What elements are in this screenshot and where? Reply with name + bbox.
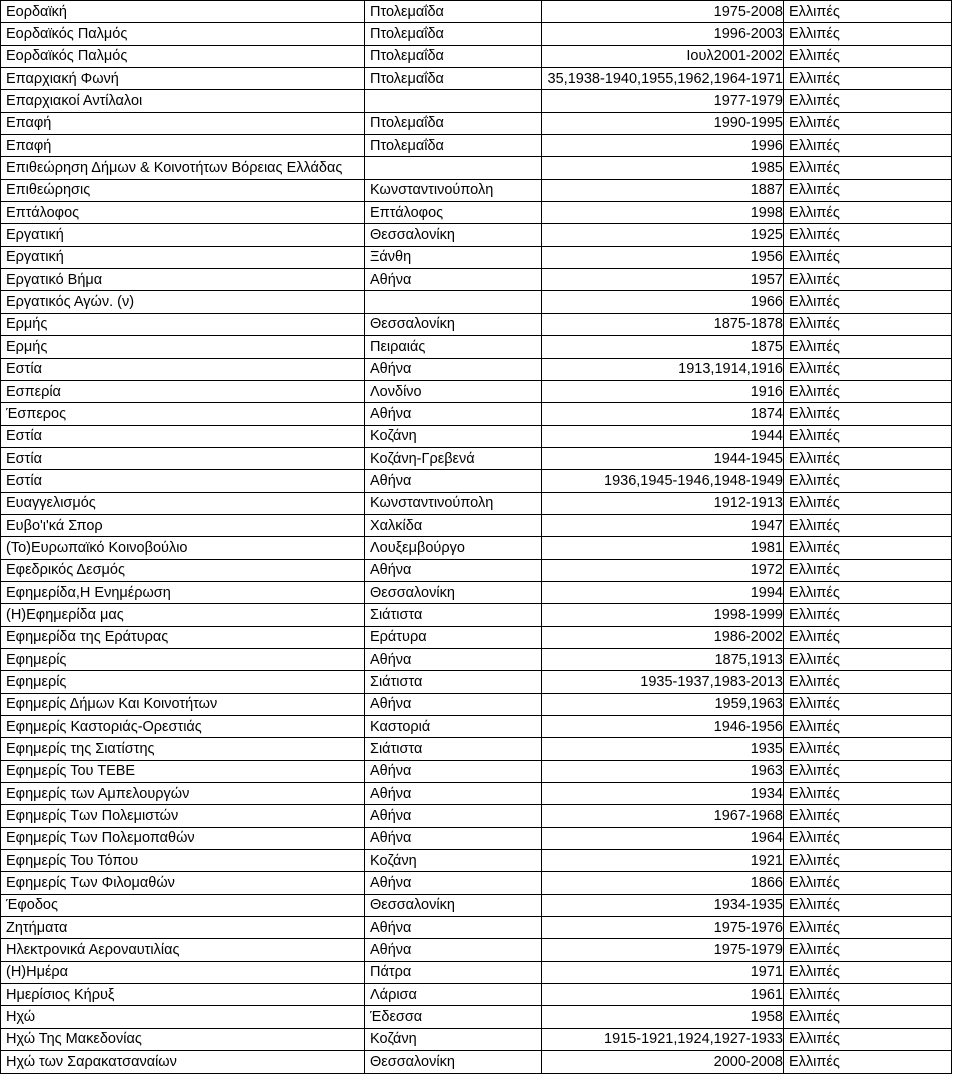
years-cell — [542, 783, 784, 805]
title-cell: Εφημερίς της Σιατίστης — [1, 738, 365, 760]
city-cell: Λουξεμβούργο — [365, 537, 542, 559]
status-cell: Ελλιπές — [784, 648, 952, 670]
years-text: 1875-1878 — [713, 316, 783, 333]
table-row — [1, 447, 952, 469]
status-cell: Ελλιπές — [784, 805, 952, 827]
years-cell — [542, 872, 784, 894]
years-text: 1944 — [750, 428, 783, 445]
status-cell: Ελλιπές — [784, 939, 952, 961]
years-text: 1936,1945-1946,1948-1949 — [604, 472, 783, 489]
title-cell: Επιθεώρησις — [1, 179, 365, 201]
years-cell — [542, 917, 784, 939]
table-row — [1, 827, 952, 849]
city-cell: Αθήνα — [365, 403, 542, 425]
table-row — [1, 269, 952, 291]
title-cell: Εφημερίς Του ΤΕΒΕ — [1, 760, 365, 782]
title-cell: Εργατική — [1, 246, 365, 268]
table-row — [1, 224, 952, 246]
title-cell: Εφημερίς Των Πολεμιστών — [1, 805, 365, 827]
title-cell: Εργατικό Βήμα — [1, 269, 365, 291]
years-cell — [542, 246, 784, 268]
city-cell: Θεσσαλονίκη — [365, 1051, 542, 1073]
title-cell: Εστία — [1, 425, 365, 447]
status-cell: Ελλιπές — [784, 917, 952, 939]
table-row — [1, 246, 952, 268]
years-text: 1996-2003 — [713, 26, 783, 43]
years-text: 1944-1945 — [713, 450, 783, 467]
title-cell: Ζητήματα — [1, 917, 365, 939]
title-cell: Εστία — [1, 447, 365, 469]
status-cell: Ελλιπές — [784, 23, 952, 45]
title-cell: Εορδαϊκή — [1, 1, 365, 23]
table-body — [1, 1, 952, 1074]
status-cell: Ελλιπές — [784, 1051, 952, 1073]
city-cell: Πτολεμαΐδα — [365, 1, 542, 23]
city-cell: Θεσσαλονίκη — [365, 894, 542, 916]
years-cell — [542, 68, 784, 90]
city-cell: Επτάλοφος — [365, 202, 542, 224]
years-cell — [542, 738, 784, 760]
city-cell: Κοζάνη — [365, 850, 542, 872]
table-row — [1, 90, 952, 112]
years-text: 1866 — [750, 875, 783, 892]
city-cell: Σιάτιστα — [365, 604, 542, 626]
city-cell: Καστοριά — [365, 716, 542, 738]
title-cell: Εργατικός Αγών. (ν) — [1, 291, 365, 313]
table-row — [1, 648, 952, 670]
table-row — [1, 626, 952, 648]
years-cell — [542, 693, 784, 715]
title-cell: Εφημερίδα,Η Ενημέρωση — [1, 581, 365, 603]
table-row — [1, 425, 952, 447]
years-text: 1998 — [750, 204, 783, 221]
table-row — [1, 872, 952, 894]
status-cell: Ελλιπές — [784, 112, 952, 134]
years-text: Ιουλ2001-2002 — [686, 48, 783, 65]
status-cell: Ελλιπές — [784, 470, 952, 492]
years-text: 1975-1976 — [713, 919, 783, 936]
years-text: 1875 — [750, 338, 783, 355]
years-text: 1935 — [750, 741, 783, 758]
status-cell: Ελλιπές — [784, 783, 952, 805]
years-cell — [542, 1, 784, 23]
years-cell — [542, 447, 784, 469]
years-text: 1972 — [750, 562, 783, 579]
title-cell: Εφεδρικός Δεσμός — [1, 559, 365, 581]
years-cell — [542, 336, 784, 358]
status-cell: Ελλιπές — [784, 269, 952, 291]
years-cell — [542, 403, 784, 425]
years-text: 1977-1979 — [713, 93, 783, 110]
years-cell — [542, 291, 784, 313]
years-cell — [542, 514, 784, 536]
status-cell: Ελλιπές — [784, 514, 952, 536]
city-cell: Ξάνθη — [365, 246, 542, 268]
years-cell — [542, 135, 784, 157]
years-cell — [542, 805, 784, 827]
years-cell — [542, 23, 784, 45]
city-cell: Αθήνα — [365, 693, 542, 715]
status-cell: Ελλιπές — [784, 45, 952, 67]
status-cell: Ελλιπές — [784, 1006, 952, 1028]
title-cell: Εορδαϊκός Παλμός — [1, 45, 365, 67]
status-cell: Ελλιπές — [784, 336, 952, 358]
table-row — [1, 783, 952, 805]
status-cell: Ελλιπές — [784, 358, 952, 380]
status-cell: Ελλιπές — [784, 626, 952, 648]
years-cell — [542, 984, 784, 1006]
years-cell — [542, 1006, 784, 1028]
city-cell: Κωνσταντινούπολη — [365, 179, 542, 201]
title-cell: Εστία — [1, 470, 365, 492]
title-cell: (Το)Ευρωπαϊκό Κοινοβούλιο — [1, 537, 365, 559]
city-cell: Αθήνα — [365, 783, 542, 805]
city-cell: Αθήνα — [365, 827, 542, 849]
table-row — [1, 358, 952, 380]
title-cell: Ηχώ — [1, 1006, 365, 1028]
status-cell: Ελλιπές — [784, 68, 952, 90]
title-cell: Έσπερος — [1, 403, 365, 425]
title-cell: Εφημερίς Καστοριάς-Ορεστιάς — [1, 716, 365, 738]
title-cell: Εφημερίς των Αμπελουργών — [1, 783, 365, 805]
years-text: 1887 — [750, 182, 783, 199]
years-text: 1998-1999 — [713, 606, 783, 623]
status-cell: Ελλιπές — [784, 313, 952, 335]
title-cell: Εφημερίς Των Πολεμοπαθών — [1, 827, 365, 849]
years-text: 2000-2008 — [713, 1053, 783, 1070]
years-text: 1935-1937,1983-2013 — [640, 673, 783, 690]
years-cell — [542, 850, 784, 872]
table-row — [1, 135, 952, 157]
years-cell — [542, 537, 784, 559]
title-cell: Εφημερίς — [1, 671, 365, 693]
table-row — [1, 45, 952, 67]
years-cell — [542, 716, 784, 738]
years-text: 1966 — [750, 294, 783, 311]
city-cell: Λάρισα — [365, 984, 542, 1006]
years-cell — [542, 112, 784, 134]
years-cell — [542, 358, 784, 380]
table-row — [1, 514, 952, 536]
city-cell: Πτολεμαΐδα — [365, 45, 542, 67]
status-cell: Ελλιπές — [784, 738, 952, 760]
years-cell — [542, 559, 784, 581]
title-cell: Έφοδος — [1, 894, 365, 916]
years-cell — [542, 827, 784, 849]
city-cell: Έδεσσα — [365, 1006, 542, 1028]
years-text: 1981 — [750, 539, 783, 556]
table-row — [1, 671, 952, 693]
title-cell: Ηλεκτρονικά Αεροναυτιλίας — [1, 939, 365, 961]
years-cell — [542, 492, 784, 514]
title-cell: Επαφή — [1, 112, 365, 134]
title-cell: Εστία — [1, 358, 365, 380]
city-cell: Αθήνα — [365, 358, 542, 380]
title-cell: Ευαγγελισμός — [1, 492, 365, 514]
status-cell: Ελλιπές — [784, 202, 952, 224]
table-row — [1, 961, 952, 983]
status-cell: Ελλιπές — [784, 984, 952, 1006]
years-cell — [542, 604, 784, 626]
status-cell: Ελλιπές — [784, 827, 952, 849]
status-cell: Ελλιπές — [784, 894, 952, 916]
years-text: 1986-2002 — [713, 629, 783, 646]
years-cell — [542, 1028, 784, 1050]
status-cell: Ελλιπές — [784, 850, 952, 872]
city-cell: Κοζάνη — [365, 1028, 542, 1050]
years-cell — [542, 648, 784, 670]
years-text: 1915-1921,1924,1927-1933 — [604, 1031, 783, 1048]
title-cell: Εφημερίς Δήμων Και Κοινοτήτων — [1, 693, 365, 715]
years-text: 1916 — [750, 383, 783, 400]
status-cell: Ελλιπές — [784, 716, 952, 738]
years-text: 1961 — [750, 986, 783, 1003]
city-cell: Αθήνα — [365, 470, 542, 492]
city-cell: Σιάτιστα — [365, 671, 542, 693]
years-text: 1967-1968 — [713, 808, 783, 825]
years-text: 1959,1963 — [714, 696, 783, 713]
city-cell: Κοζάνη — [365, 425, 542, 447]
status-cell: Ελλιπές — [784, 135, 952, 157]
title-cell: Ηχώ Της Μακεδονίας — [1, 1028, 365, 1050]
years-text: 1946-1956 — [713, 718, 783, 735]
title-cell: Εργατική — [1, 224, 365, 246]
city-cell — [365, 90, 542, 112]
title-cell: Ερμής — [1, 313, 365, 335]
years-cell — [542, 269, 784, 291]
table-row — [1, 1006, 952, 1028]
city-cell: Αθήνα — [365, 269, 542, 291]
years-text: 1971 — [750, 964, 783, 981]
table-row — [1, 1, 952, 23]
title-cell: Ημερίσιος Κήρυξ — [1, 984, 365, 1006]
years-text: 1947 — [750, 517, 783, 534]
status-cell: Ελλιπές — [784, 246, 952, 268]
years-text: 1957 — [750, 271, 783, 288]
years-cell — [542, 961, 784, 983]
status-cell: Ελλιπές — [784, 671, 952, 693]
city-cell: Πτολεμαΐδα — [365, 68, 542, 90]
table-row — [1, 157, 952, 179]
years-cell — [542, 45, 784, 67]
status-cell: Ελλιπές — [784, 157, 952, 179]
city-cell: Πειραιάς — [365, 336, 542, 358]
years-text: 1975-2008 — [713, 3, 783, 20]
city-cell: Κοζάνη-Γρεβενά — [365, 447, 542, 469]
years-cell — [542, 380, 784, 402]
years-cell — [542, 581, 784, 603]
years-text: 1956 — [750, 249, 783, 266]
years-cell — [542, 425, 784, 447]
table-row — [1, 202, 952, 224]
city-cell: Αθήνα — [365, 872, 542, 894]
status-cell: Ελλιπές — [784, 425, 952, 447]
table-row — [1, 291, 952, 313]
years-text: 1934 — [750, 785, 783, 802]
city-cell: Εράτυρα — [365, 626, 542, 648]
title-cell: (Η)Ημέρα — [1, 961, 365, 983]
years-cell — [542, 470, 784, 492]
status-cell: Ελλιπές — [784, 581, 952, 603]
table-row — [1, 68, 952, 90]
table-row — [1, 693, 952, 715]
table-row — [1, 581, 952, 603]
title-cell: Επαρχιακή Φωνή — [1, 68, 365, 90]
title-cell: Εφημερίς Των Φιλομαθών — [1, 872, 365, 894]
years-text: 1985 — [750, 160, 783, 177]
city-cell — [365, 157, 542, 179]
status-cell: Ελλιπές — [784, 403, 952, 425]
title-cell: Επτάλοφος — [1, 202, 365, 224]
status-cell: Ελλιπές — [784, 1, 952, 23]
title-cell: (Η)Εφημερίδα μας — [1, 604, 365, 626]
city-cell: Κωνσταντινούπολη — [365, 492, 542, 514]
table-row — [1, 336, 952, 358]
years-text: 1921 — [750, 852, 783, 869]
years-text: 1925 — [750, 227, 783, 244]
title-cell: Επαρχιακοί Αντίλαλοι — [1, 90, 365, 112]
city-cell: Αθήνα — [365, 805, 542, 827]
city-cell: Αθήνα — [365, 917, 542, 939]
years-cell — [542, 179, 784, 201]
city-cell — [365, 291, 542, 313]
status-cell: Ελλιπές — [784, 693, 952, 715]
status-cell: Ελλιπές — [784, 90, 952, 112]
status-cell: Ελλιπές — [784, 1028, 952, 1050]
table-row — [1, 917, 952, 939]
status-cell: Ελλιπές — [784, 604, 952, 626]
status-cell: Ελλιπές — [784, 380, 952, 402]
title-cell: Ηχώ των Σαρακατσαναίων — [1, 1051, 365, 1073]
title-cell: Ερμής — [1, 336, 365, 358]
city-cell: Πτολεμαΐδα — [365, 23, 542, 45]
table-row — [1, 738, 952, 760]
years-cell — [542, 626, 784, 648]
city-cell: Αθήνα — [365, 939, 542, 961]
status-cell: Ελλιπές — [784, 760, 952, 782]
table-row — [1, 805, 952, 827]
years-text: 1912-1913 — [713, 495, 783, 512]
table-row — [1, 939, 952, 961]
years-text: 1874 — [750, 405, 783, 422]
years-text: 1964 — [750, 830, 783, 847]
title-cell: Εορδαϊκός Παλμός — [1, 23, 365, 45]
status-cell: Ελλιπές — [784, 961, 952, 983]
city-cell: Αθήνα — [365, 559, 542, 581]
city-cell: Θεσσαλονίκη — [365, 224, 542, 246]
table-row — [1, 470, 952, 492]
table-row — [1, 984, 952, 1006]
table-row — [1, 403, 952, 425]
table-row — [1, 492, 952, 514]
years-cell — [542, 939, 784, 961]
title-cell: Επιθεώρηση Δήμων & Κοινοτήτων Βόρειας Ελλάδας — [1, 157, 365, 179]
years-text: 1996 — [750, 137, 783, 154]
years-text: 1975-1979 — [713, 942, 783, 959]
table-row — [1, 1051, 952, 1073]
status-cell: Ελλιπές — [784, 537, 952, 559]
title-cell: Επαφή — [1, 135, 365, 157]
table-row — [1, 23, 952, 45]
table-row — [1, 559, 952, 581]
status-cell: Ελλιπές — [784, 179, 952, 201]
table-row — [1, 112, 952, 134]
city-cell: Σιάτιστα — [365, 738, 542, 760]
table-row — [1, 179, 952, 201]
status-cell: Ελλιπές — [784, 447, 952, 469]
years-cell — [542, 202, 784, 224]
table-row — [1, 760, 952, 782]
city-cell: Λονδίνο — [365, 380, 542, 402]
table-row — [1, 716, 952, 738]
years-cell — [542, 157, 784, 179]
years-text: 1994 — [750, 584, 783, 601]
table-row — [1, 537, 952, 559]
years-cell — [542, 894, 784, 916]
years-cell — [542, 671, 784, 693]
status-cell: Ελλιπές — [784, 492, 952, 514]
table-row — [1, 894, 952, 916]
years-cell — [542, 760, 784, 782]
status-cell: Ελλιπές — [784, 224, 952, 246]
table-row — [1, 1028, 952, 1050]
city-cell: Πτολεμαΐδα — [365, 135, 542, 157]
years-cell — [542, 90, 784, 112]
years-cell — [542, 224, 784, 246]
city-cell: Αθήνα — [365, 648, 542, 670]
years-text: 1963 — [750, 763, 783, 780]
status-cell: Ελλιπές — [784, 291, 952, 313]
years-cell — [542, 313, 784, 335]
years-text: 1990-1995 — [713, 115, 783, 132]
years-text: 1934-1935 — [713, 897, 783, 914]
title-cell: Εσπερία — [1, 380, 365, 402]
years-text: 1875,1913 — [714, 651, 783, 668]
years-text: 1913,1914,1916 — [678, 361, 783, 378]
city-cell: Πτολεμαΐδα — [365, 112, 542, 134]
city-cell: Θεσσαλονίκη — [365, 581, 542, 603]
status-cell: Ελλιπές — [784, 559, 952, 581]
title-cell: Ευβο'ι'κά Σπορ — [1, 514, 365, 536]
status-cell: Ελλιπές — [784, 872, 952, 894]
table-row — [1, 313, 952, 335]
city-cell: Χαλκίδα — [365, 514, 542, 536]
city-cell: Πάτρα — [365, 961, 542, 983]
table-row — [1, 604, 952, 626]
title-cell: Εφημερίδα της Εράτυρας — [1, 626, 365, 648]
years-text: 1958 — [750, 1009, 783, 1026]
table-row — [1, 380, 952, 402]
city-cell: Αθήνα — [365, 760, 542, 782]
city-cell: Θεσσαλονίκη — [365, 313, 542, 335]
years-cell — [542, 1051, 784, 1073]
title-cell: Εφημερίς — [1, 648, 365, 670]
table-row — [1, 850, 952, 872]
years-text: 35,1938-1940,1955,1962,1964-1971 — [547, 70, 783, 87]
title-cell: Εφημερίς Του Τόπου — [1, 850, 365, 872]
